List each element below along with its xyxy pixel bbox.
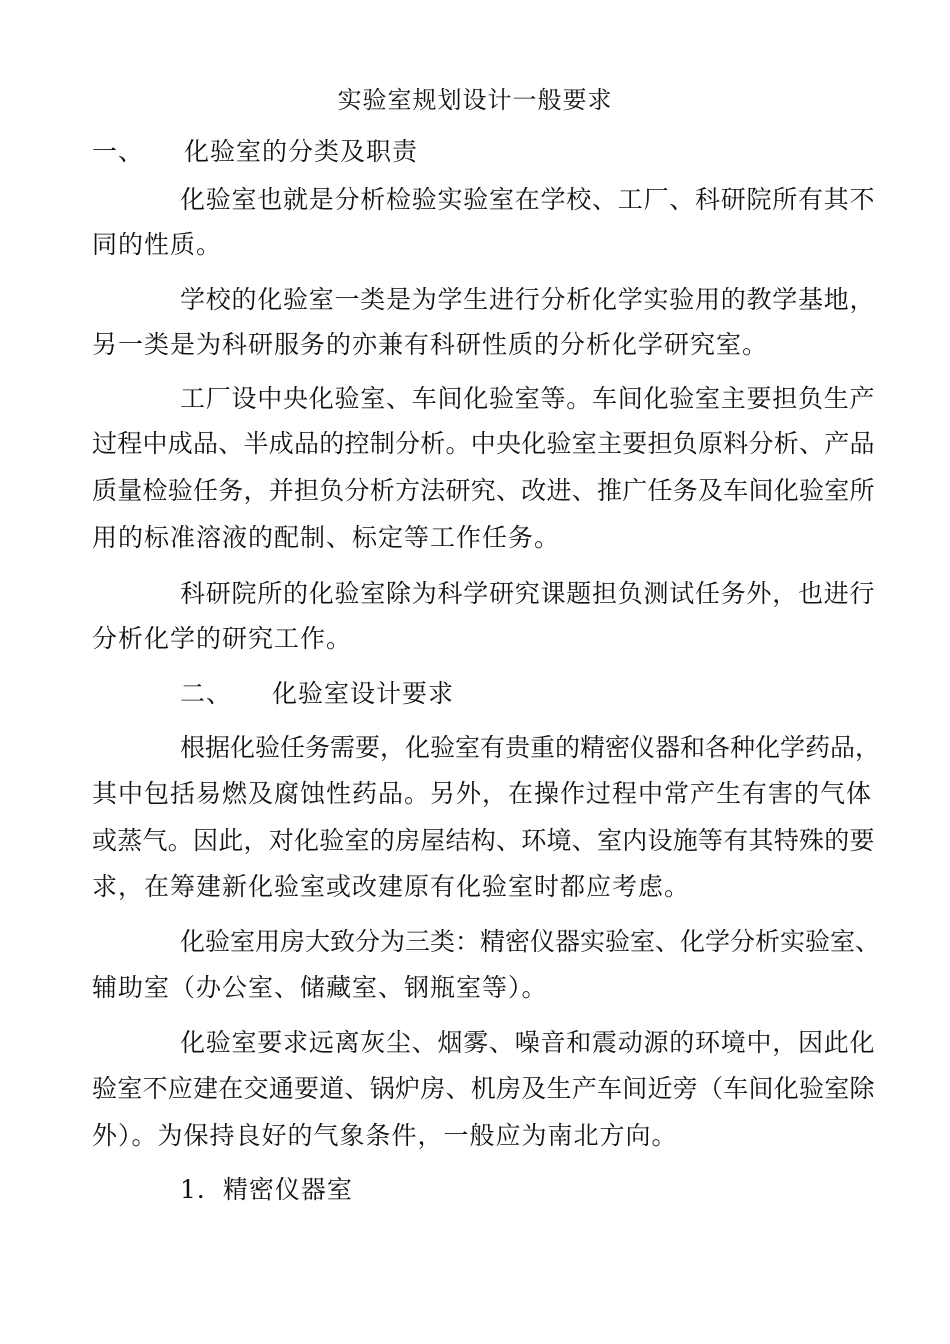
section-1-heading [92, 136, 418, 168]
paragraph-line: 化验室用房大致分为三类：精密仪器实验室、化学分析实验室、 [180, 927, 881, 956]
section-1-number: 一、 [92, 137, 145, 166]
paragraph-line: 或蒸气。因此，对化验室的房屋结构、环境、室内设施等有其特殊的要 [92, 826, 875, 855]
paragraph-line: 分析化学的研究工作。 [92, 624, 353, 653]
paragraph-line: 根据化验任务需要，化验室有贵重的精密仪器和各种化学药品， [180, 733, 881, 762]
section-2-title: 化验室设计要求 [272, 679, 455, 708]
paragraph-line: 另一类是为科研服务的亦兼有科研性质的分析化学研究室。 [92, 330, 769, 359]
section-1-title: 化验室的分类及职责 [184, 137, 419, 166]
paragraph-line: 化验室也就是分析检验实验室在学校、工厂、科研院所有其不 [180, 185, 876, 214]
subsection-heading: 1．精密仪器室 [180, 1175, 353, 1204]
paragraph-line: 科研院所的化验室除为科学研究课题担负测试任务外，也进行 [180, 579, 876, 608]
section-2-heading [180, 678, 454, 710]
document-title: 实验室规划设计一般要求 [337, 86, 613, 114]
paragraph-line: 验室不应建在交通要道、锅炉房、机房及生产车间近旁（车间化验室除 [92, 1074, 875, 1103]
section-2-number: 二、 [180, 679, 233, 708]
paragraph-line: 过程中成品、半成品的控制分析。中央化验室主要担负原料分析、产品 [92, 429, 875, 458]
paragraph-line: 求，在筹建新化验室或改建原有化验室时都应考虑。 [92, 872, 691, 901]
paragraph-line: 用的标准溶液的配制、标定等工作任务。 [92, 523, 561, 552]
paragraph-line: 质量检验任务，并担负分析方法研究、改进、推广任务及车间化验室所 [92, 476, 875, 505]
paragraph-line: 外）。为保持良好的气象条件，一般应为南北方向。 [92, 1121, 678, 1150]
paragraph-line: 工厂设中央化验室、车间化验室等。车间化验室主要担负生产 [180, 384, 876, 413]
paragraph-line: 同的性质。 [92, 230, 223, 259]
paragraph-line: 化验室要求远离灰尘、烟雾、噪音和震动源的环境中，因此化 [180, 1028, 876, 1057]
paragraph-line: 其中包括易燃及腐蚀性药品。另外，在操作过程中常产生有害的气体 [92, 779, 873, 808]
paragraph-line: 辅助室（办公室、储藏室、钢瓶室等）。 [92, 973, 548, 1002]
paragraph-line: 学校的化验室一类是为学生进行分析化学实验用的教学基地， [180, 285, 876, 314]
